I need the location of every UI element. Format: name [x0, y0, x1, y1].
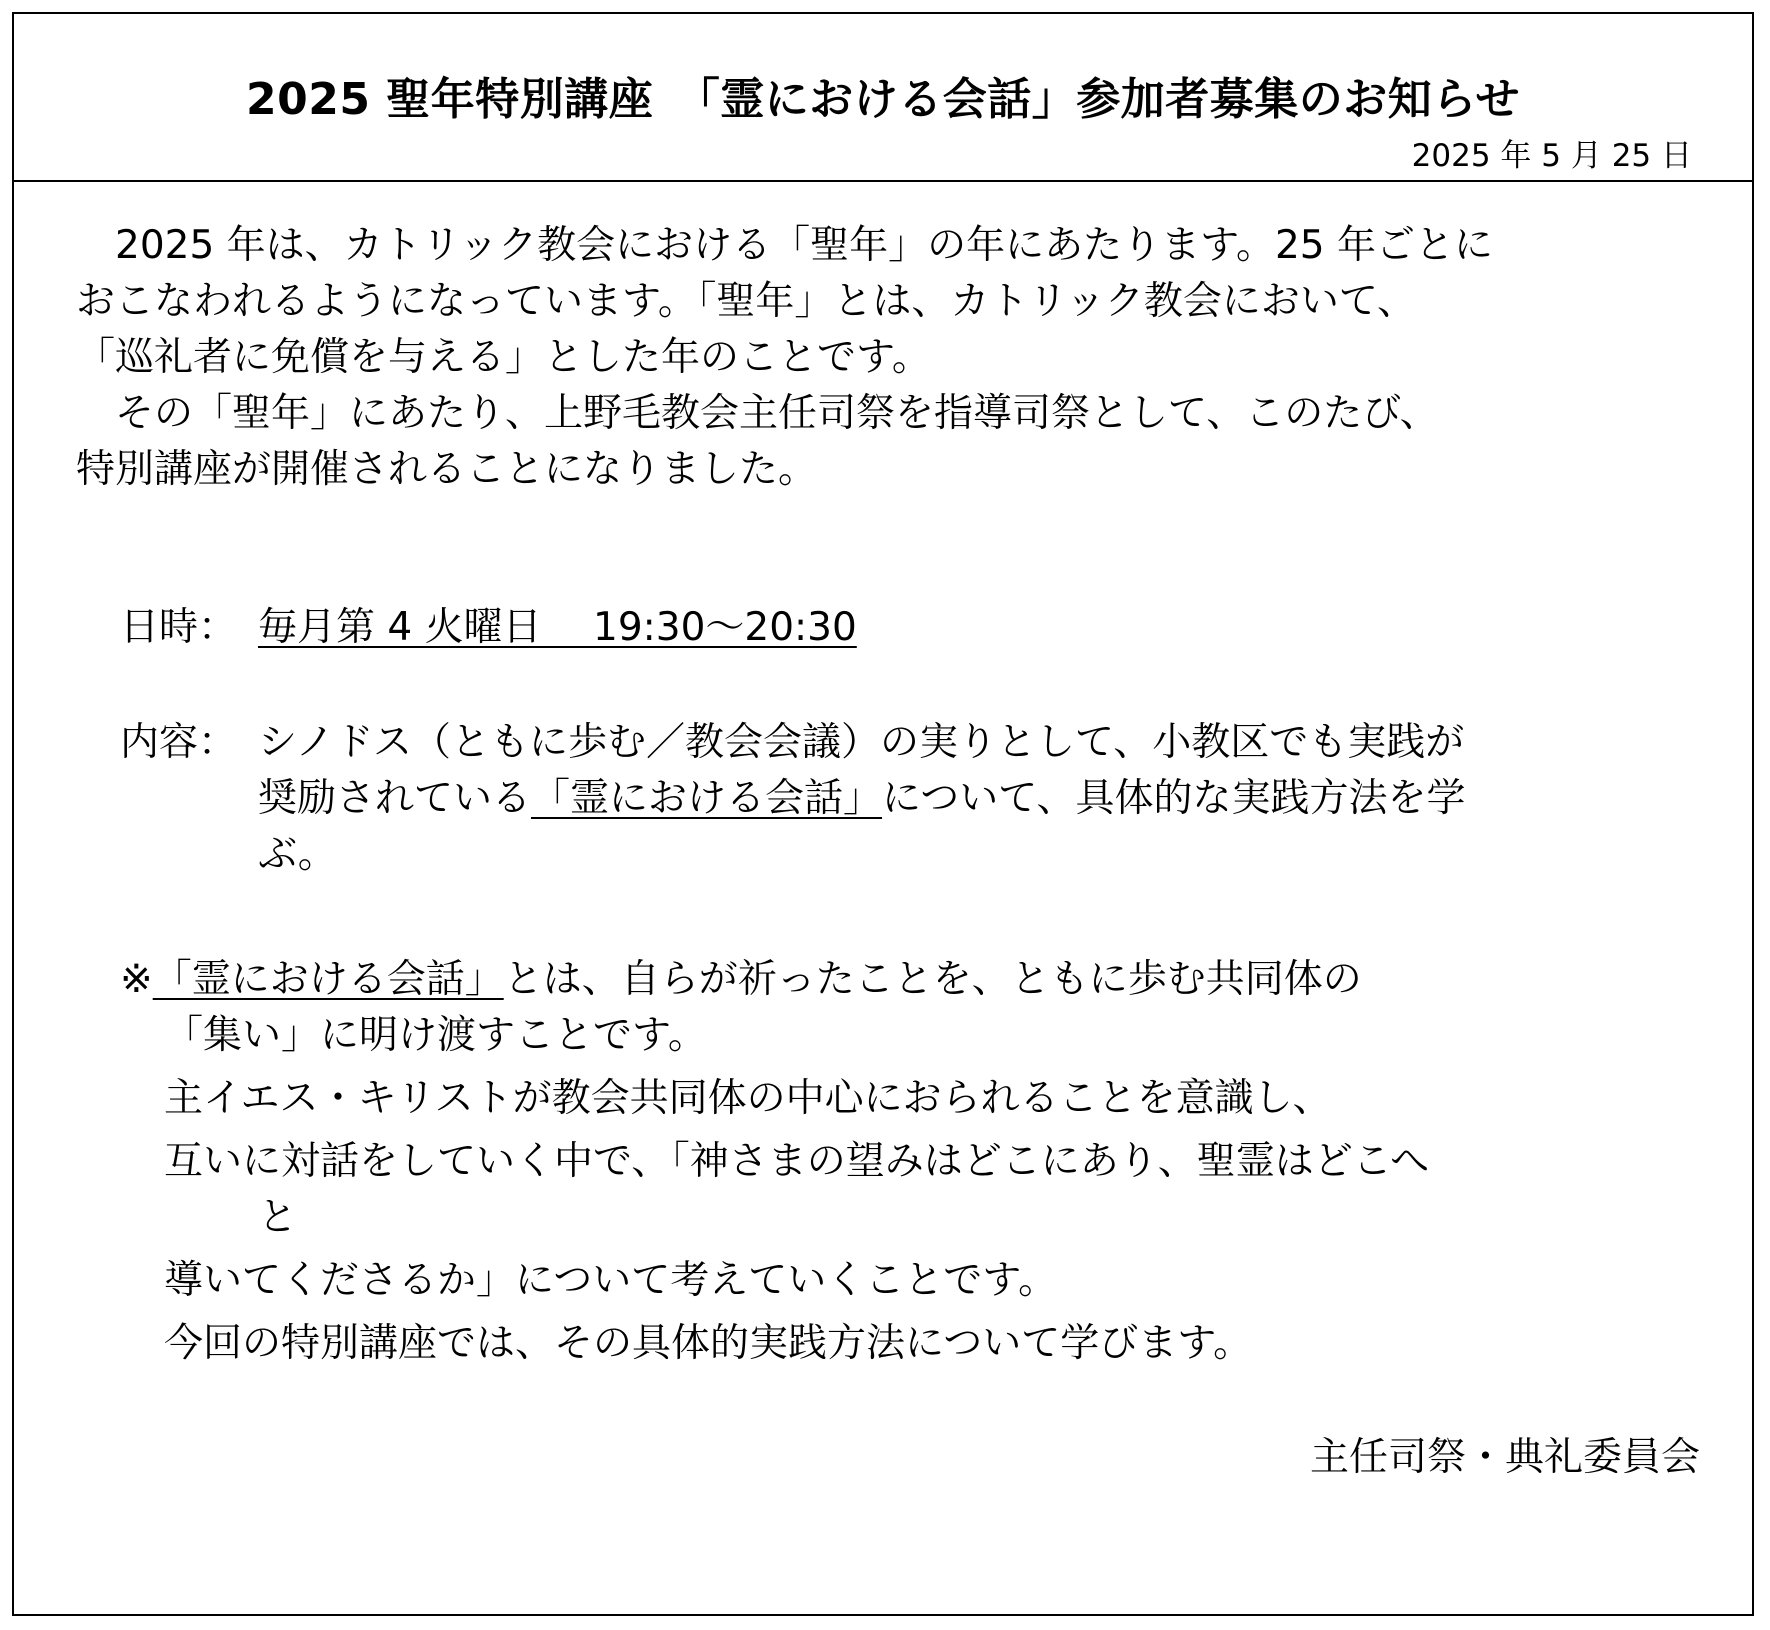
note-line-1 — [120, 952, 1362, 1008]
intro-line-2: おこなわれるようになっています。「聖年」とは、カトリック教会において、 — [76, 279, 1417, 324]
note-mark: ※ — [120, 957, 153, 1002]
schedule-value: 毎月第 4 火曜日 19:30～20:30 — [258, 605, 857, 650]
note-line-6: 導いてくださるか」について考えていくことです。 — [164, 1258, 1058, 1303]
schedule-label: 日時： — [120, 605, 238, 650]
content-term: 「霊における会話」 — [531, 776, 883, 821]
note-line-7: 今回の特別講座では、その具体的実践方法について学びます。 — [164, 1321, 1253, 1366]
signature: 主任司祭・典礼委員会 — [1309, 1435, 1700, 1480]
note-line-2: 「集い」に明け渡すことです。 — [164, 1013, 707, 1058]
page-title: 2025 聖年特別講座 「霊における会話」参加者募集のお知らせ — [246, 74, 1520, 125]
intro-line-5: 特別講座が開催されることになりました。 — [76, 447, 818, 492]
intro-line-4: その「聖年」にあたり、上野毛教会主任司祭を指導司祭として、このたび、 — [76, 391, 1439, 436]
note-line-3: 主イエス・キリストが教会共同体の中心におられることを意識し、 — [164, 1076, 1332, 1121]
note-term: 「霊における会話」 — [152, 957, 504, 1002]
header — [14, 14, 1752, 182]
content-line-2-before: 奨励されている — [258, 776, 532, 821]
note-line-5: と — [258, 1195, 298, 1240]
intro-line-1: 2025 年は、カトリック教会における「聖年」の年にあたります。25 年ごとに — [76, 223, 1493, 268]
notice-date: 2025 年 5 月 25 日 — [1411, 138, 1692, 174]
note-line-4: 互いに対話をしていく中で、「神さまの望みはどこにあり、聖霊はどこへ — [164, 1139, 1430, 1184]
intro-line-3: 「巡礼者に免償を与える」とした年のことです。 — [76, 335, 931, 380]
content-line-3: ぶ。 — [258, 832, 337, 877]
content-label: 内容： — [120, 720, 238, 765]
note-line-1-after: とは、自らが祈ったことを、ともに歩む共同体の — [503, 957, 1362, 1002]
content-line-2-after: について、具体的な実践方法を学 — [882, 776, 1466, 821]
content-line-2 — [258, 771, 1465, 827]
content-line-1: シノドス（ともに歩む／教会会議）の実りとして、小教区でも実践が — [258, 720, 1465, 765]
